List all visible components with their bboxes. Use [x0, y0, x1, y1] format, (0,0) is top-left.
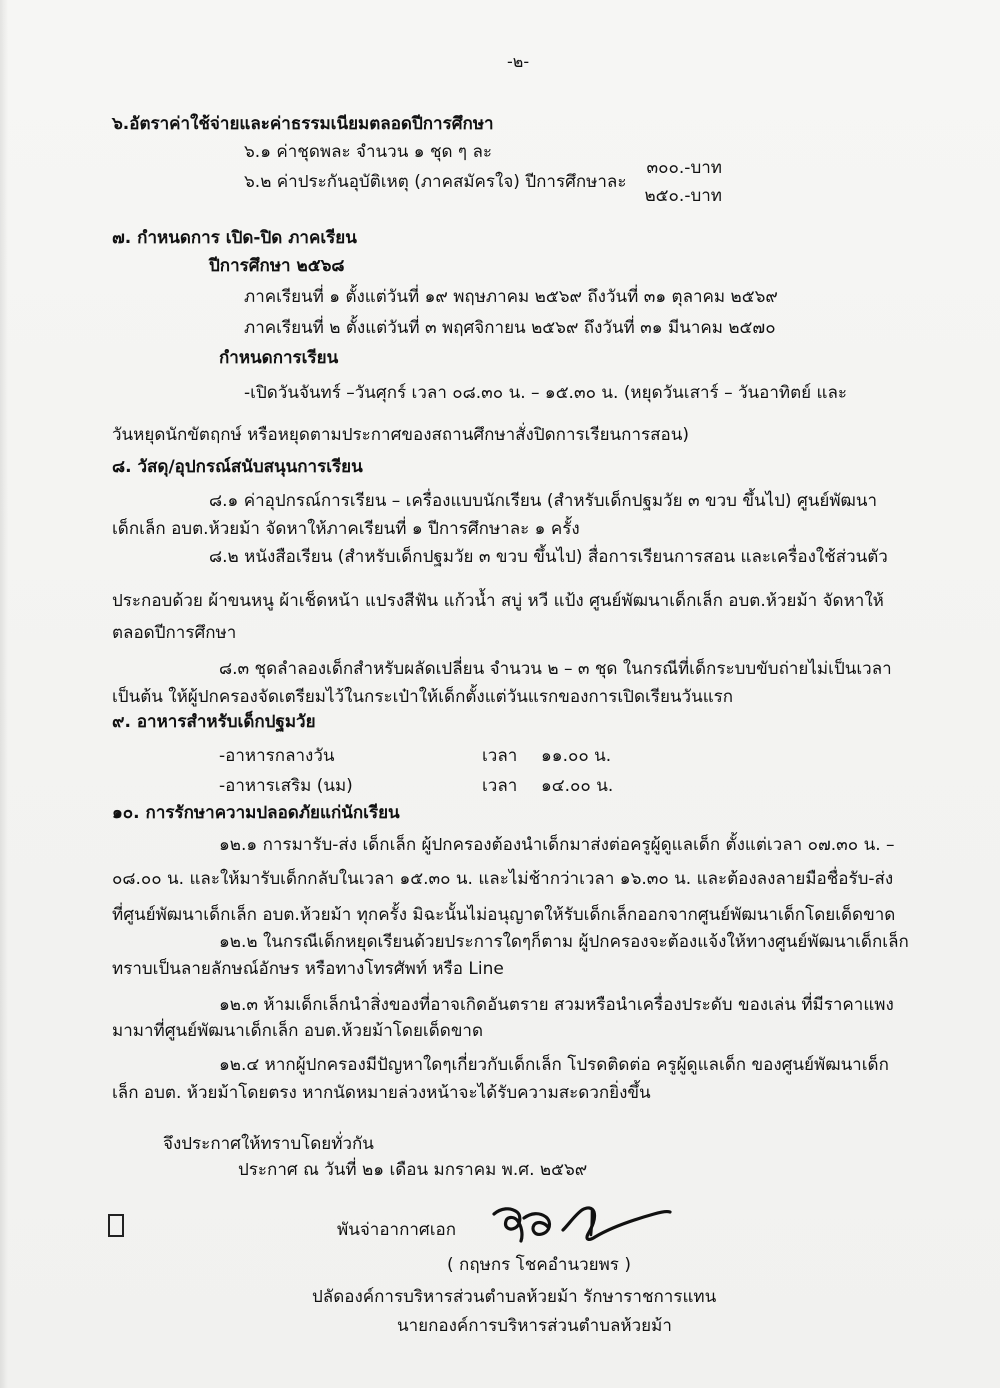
- signer-rank: พันจ่าอากาศเอก: [337, 1220, 457, 1240]
- schedule-line-2: วันหยุดนักขัตฤกษ์ หรือหยุดตามประกาศของสถานศึกษาสั่งปิดการเรียนการสอน): [112, 425, 689, 445]
- section-8-item-1-line-1: ๘.๑ ค่าอุปกรณ์การเรียน – เครื่องแบบนักเรียน (สำหรับเด็กปฐมวัย ๓ ขวบ ขึ้นไป) ศูนย์พัฒนา: [209, 491, 878, 511]
- section-8-item-1-line-2: เด็กเล็ก อบต.ห้วยม้า จัดหาให้ภาคเรียนที่ ๑ ปีการศึกษาละ ๑ ครั้ง: [112, 519, 580, 539]
- section-6-price-2: ๒๕๐.-บาท: [644, 186, 722, 206]
- academic-year-heading: ปีการศึกษา ๒๕๖๘: [209, 256, 345, 276]
- section-8-item-2-line-3: ตลอดปีการศึกษา: [112, 623, 237, 643]
- section-8-item-2-line-2: ประกอบด้วย ผ้าขนหนู ผ้าเช็ดหน้า แปรงสีฟัน แก้วน้ำ สบู่ หวี แป้ง ศูนย์พัฒนาเด็กเล็ก อบต.ห้วยม้า จัดหาให้: [112, 591, 884, 611]
- section-6-price-1: ๓๐๐.-บาท: [646, 158, 722, 178]
- signer-title-2: นายกองค์การบริหารส่วนตำบลห้วยม้า: [397, 1316, 672, 1336]
- meal-1-label: -อาหารกลางวัน: [219, 746, 335, 766]
- section-10-item-2-line-1: ๑๒.๒ ในกรณีเด็กหยุดเรียนด้วยประการใดๆก็ตาม ผู้ปกครองจะต้องแจ้งให้ทางศูนย์พัฒนาเด็กเล็ก: [219, 932, 909, 952]
- section-8-item-2-line-1: ๘.๒ หนังสือเรียน (สำหรับเด็กปฐมวัย ๓ ขวบ ขึ้นไป) สื่อการเรียนการสอน และเครื่องใช้ส่วนตัว: [209, 547, 888, 567]
- section-10-item-1-line-1: ๑๒.๑ การมารับ-ส่ง เด็กเล็ก ผู้ปกครองต้องนำเด็กมาส่งต่อครูผู้ดูแลเด็ก ตั้งแต่เวลา ๐๗.๓๐ น. –: [219, 835, 895, 855]
- meal-1-time: ๑๑.๐๐ น.: [541, 746, 612, 766]
- section-10-item-4-line-2: เล็ก อบต. ห้วยม้าโดยตรง หากนัดหมายล่วงหน้าจะได้รับความสะดวกยิ่งขึ้น: [112, 1083, 651, 1103]
- meal-2-label: -อาหารเสริม (นม): [219, 776, 353, 796]
- schedule-heading: กำหนดการเรียน: [219, 348, 339, 368]
- section-6-item-1: ๖.๑ ค่าชุดพละ จำนวน ๑ ชุด ๆ ละ: [244, 142, 493, 162]
- checkbox[interactable]: [108, 1214, 124, 1237]
- signer-name: ( กฤษกร โชคอำนวยพร ): [447, 1255, 631, 1275]
- section-10-item-1-line-3: ที่ศูนย์พัฒนาเด็กเล็ก อบต.ห้วยม้า ทุกครั้ง มิฉะนั้นไม่อนุญาตให้รับเด็กเล็กออกจากศูนย์พัฒนาเด็กโดยเด็ดขาด: [112, 905, 896, 925]
- section-6-title: ๖.อัตราค่าใช้จ่ายและค่าธรรมเนียมตลอดปีการศึกษา: [112, 114, 494, 134]
- section-10-item-1-line-2: ๐๘.๐๐ น. และให้มารับเด็กกลับในเวลา ๑๕.๓๐ น. และไม่ช้ากว่าเวลา ๑๖.๓๐ น. และต้องลงลายมือชื่อรับ-ส่ง: [112, 869, 894, 889]
- signature-mark: [486, 1190, 676, 1248]
- section-10-item-3-line-1: ๑๒.๓ ห้ามเด็กเล็กนำสิ่งของที่อาจเกิดอันตราย สวมหรือนำเครื่องประดับ ของเล่น ที่มีราคาแพง: [219, 995, 894, 1015]
- meal-1-time-label: เวลา: [482, 746, 518, 766]
- section-6-item-2: ๖.๒ ค่าประกันอุบัติเหตุ (ภาคสมัครใจ) ปีการศึกษาละ: [244, 172, 627, 192]
- section-10-item-3-line-2: มามาที่ศูนย์พัฒนาเด็กเล็ก อบต.ห้วยม้าโดยเด็ดขาด: [112, 1021, 484, 1041]
- section-10-item-2-line-2: ทราบเป็นลายลักษณ์อักษร หรือทางโทรศัพท์ หรือ Line: [112, 959, 504, 979]
- announcement-date: ประกาศ ณ วันที่ ๒๑ เดือน มกราคม พ.ศ. ๒๕๖๙: [238, 1160, 588, 1180]
- section-8-item-3-line-2: เป็นต้น ให้ผู้ปกครองจัดเตรียมไว้ในกระเป๋าให้เด็กตั้งแต่วันแรกของการเปิดเรียนวันแรก: [112, 687, 734, 707]
- term-1: ภาคเรียนที่ ๑ ตั้งแต่วันที่ ๑๙ พฤษภาคม ๒๕๖๙ ถึงวันที่ ๓๑ ตุลาคม ๒๕๖๙: [244, 287, 778, 307]
- signer-title-1: ปลัดองค์การบริหารส่วนตำบลห้วยม้า รักษาราชการแทน: [312, 1287, 717, 1307]
- closing-notice: จึงประกาศให้ทราบโดยทั่วกัน: [163, 1134, 374, 1154]
- page-number: -๒-: [507, 52, 530, 71]
- schedule-line-1: -เปิดวันจันทร์ –วันศุกร์ เวลา ๐๘.๓๐ น. – ๑๕.๓๐ น. (หยุดวันเสาร์ – วันอาทิตย์ และ: [244, 383, 848, 403]
- section-10-item-4-line-1: ๑๒.๔ หากผู้ปกครองมีปัญหาใดๆเกี่ยวกับเด็กเล็ก โปรดติดต่อ ครูผู้ดูแลเด็ก ของศูนย์พัฒนาเด็ก: [219, 1055, 889, 1075]
- section-10-title: ๑๐. การรักษาความปลอดภัยแก่นักเรียน: [112, 803, 400, 823]
- meal-2-time-label: เวลา: [482, 776, 518, 796]
- page-shadow: [0, 0, 8, 1388]
- section-8-title: ๘. วัสดุ/อุปกรณ์สนับสนุนการเรียน: [112, 457, 363, 477]
- section-9-title: ๙. อาหารสำหรับเด็กปฐมวัย: [112, 712, 316, 732]
- meal-2-time: ๑๔.๐๐ น.: [541, 776, 614, 796]
- section-7-title: ๗. กำหนดการ เปิด-ปิด ภาคเรียน: [112, 228, 357, 248]
- section-8-item-3-line-1: ๘.๓ ชุดลำลองเด็กสำหรับผลัดเปลี่ยน จำนวน ๒ – ๓ ชุด ในกรณีที่เด็กระบบขับถ่ายไม่เป็นเวลา: [219, 659, 892, 679]
- term-2: ภาคเรียนที่ ๒ ตั้งแต่วันที่ ๓ พฤศจิกายน ๒๕๖๙ ถึงวันที่ ๓๑ มีนาคม ๒๕๗๐: [244, 318, 776, 338]
